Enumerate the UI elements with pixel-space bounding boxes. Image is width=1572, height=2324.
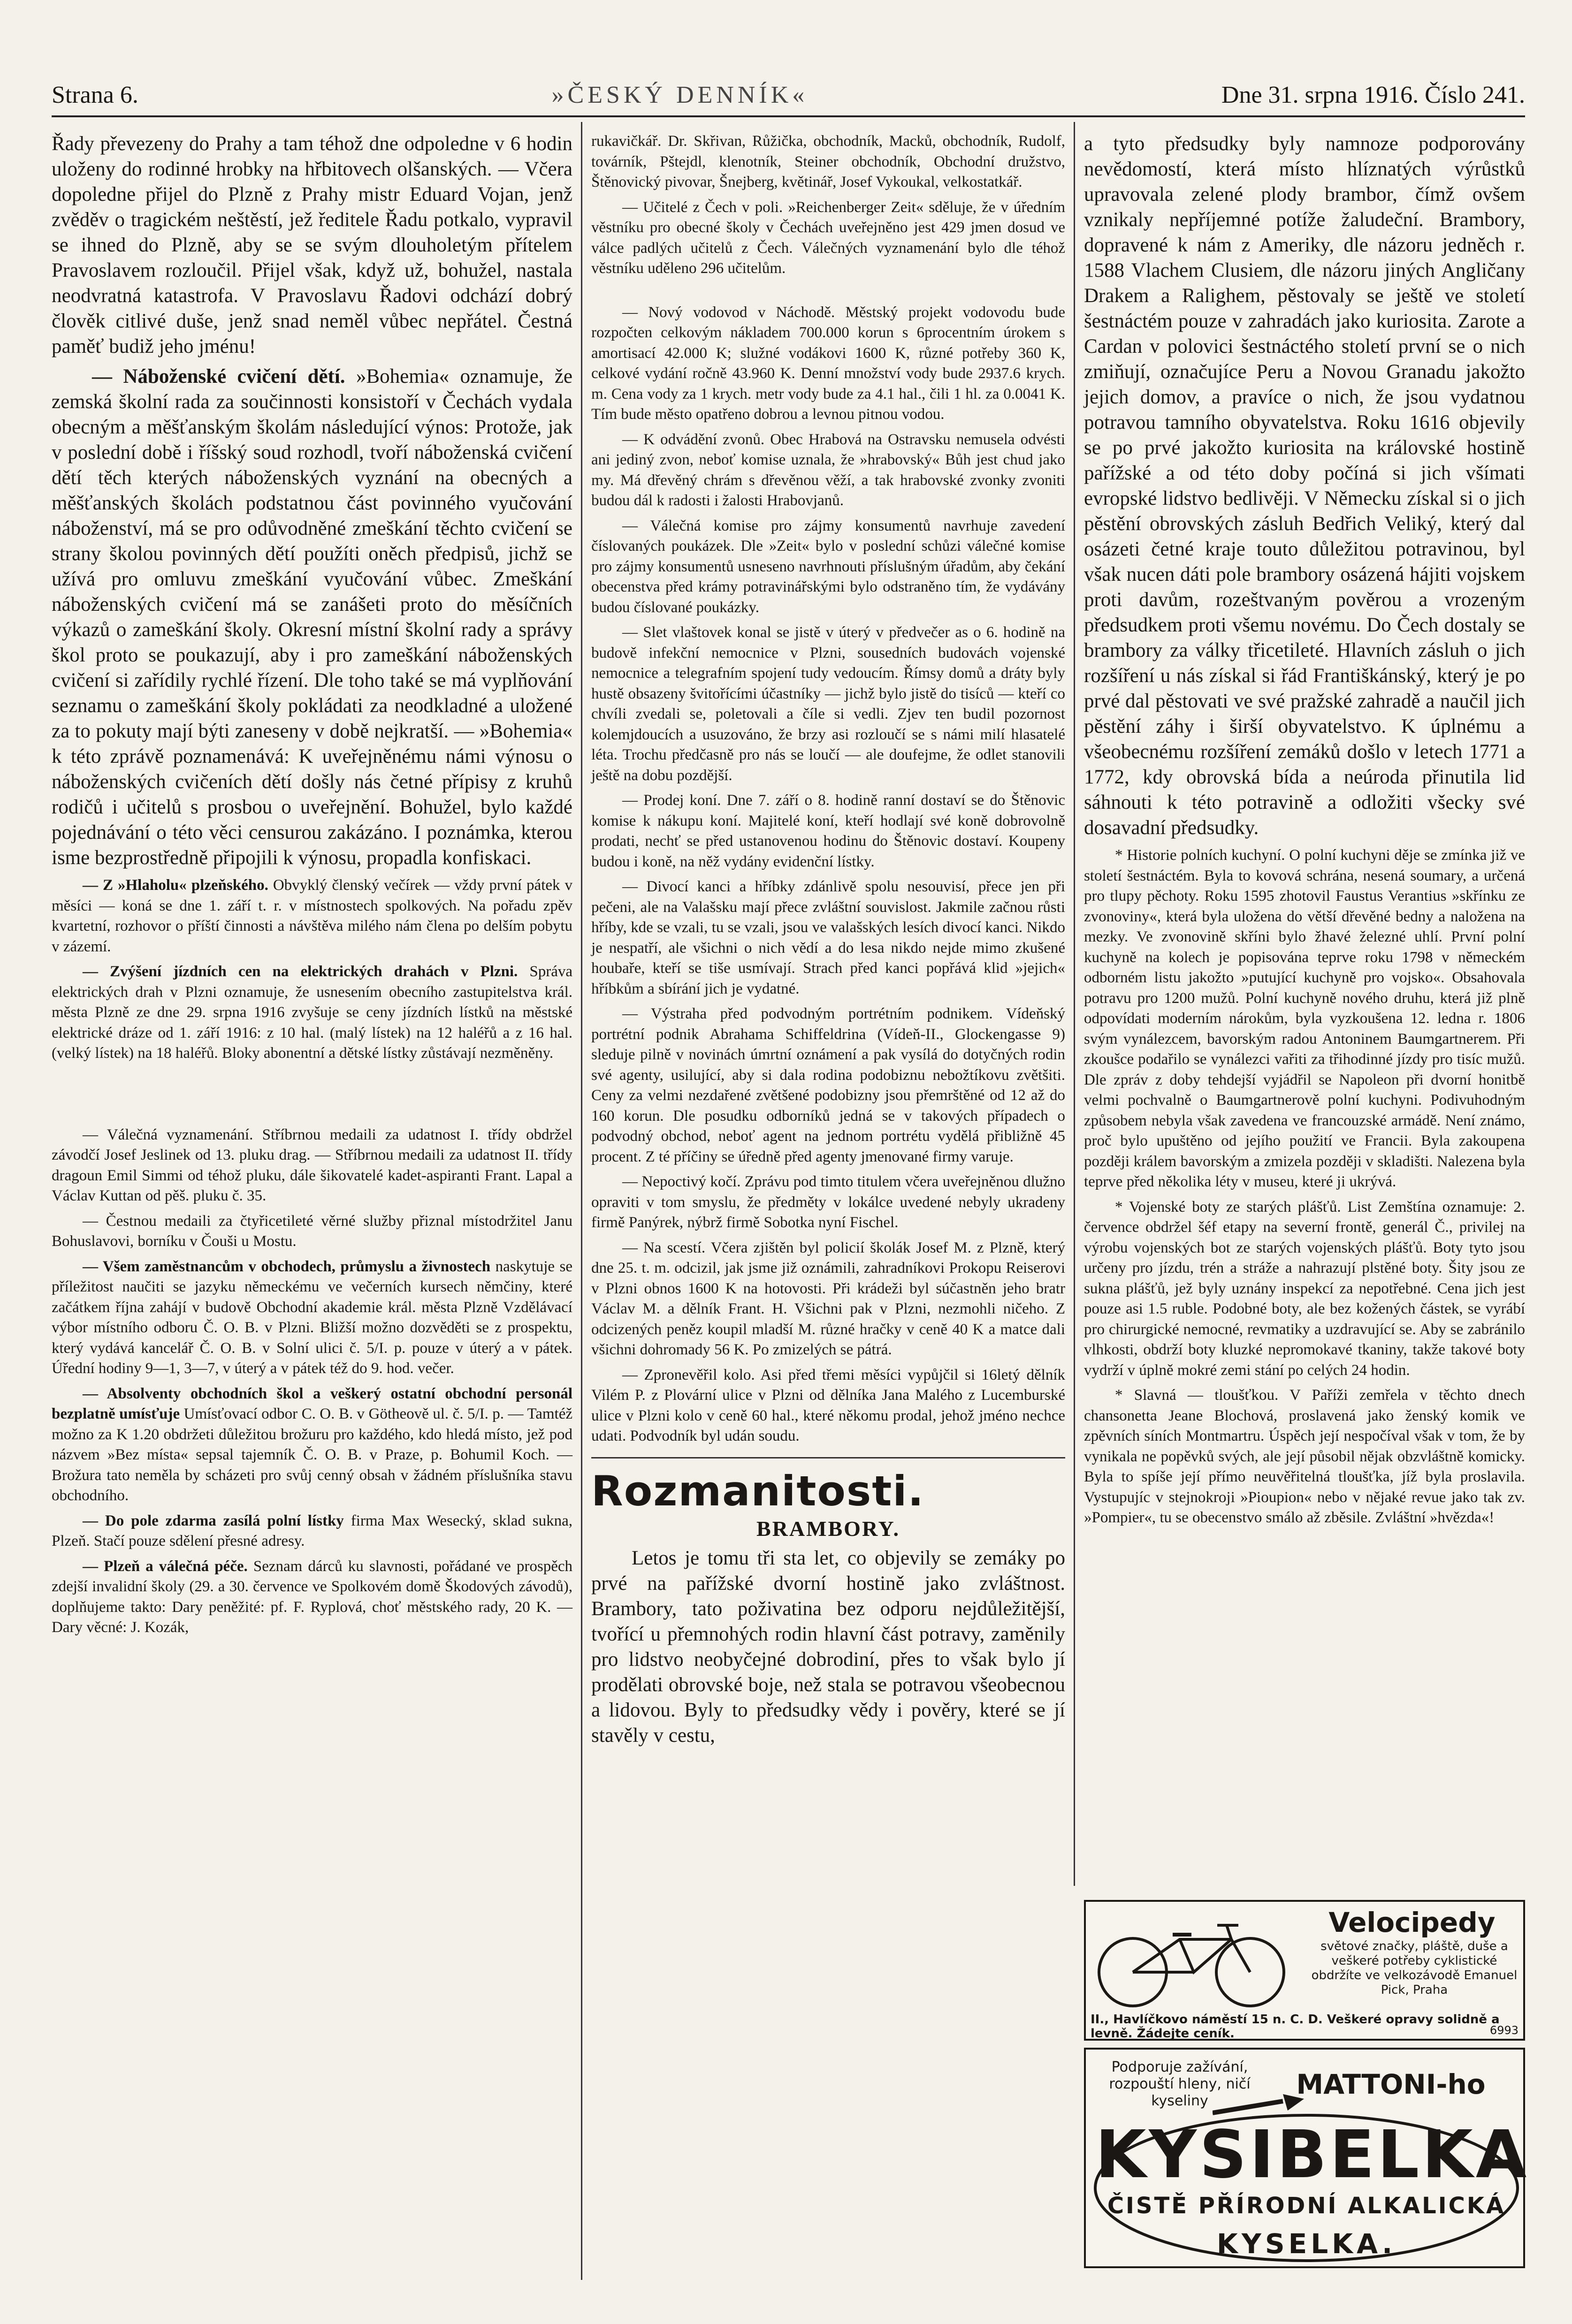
ad-product: KYSIBELKA — [1095, 2117, 1530, 2193]
article-title: — Náboženské cvičení dětí. — [92, 365, 345, 387]
article-text: Správa elektrických drah v Plzni oznamuje, že usnesením obecního zastupitelstva král. města Plzně ze dne 29. srpna 1916 zvyšuje se ceny jízdních lístků na městské elektrické dráze od 1. září 1916: z 10 hal. (malý lístek) na 12 haléřů a z 16 hal. (velký lístek) na 18 haléřů. Bloky abonentní a dětské lístky zůstávají nezměněny. — [52, 963, 573, 1062]
feature-text: Letos je tomu tři sta let, co objevily se zemáky po prvé na pařížské dvorní hostině jako zvláštnost. Brambory, tato poživatina bez odporu nejdůležitější, tvořící u přemnohých rodin hlavní část potravy, zaměnily pro lidstvo neobyčejné dobrodiní, přes to však bylo jí prodělati obrovské boje, než stala se potravou všeobecnou a lidovou. Byly to předsudky vědy i pověry, které se jí stavěly v cestu, — [591, 1547, 1065, 1747]
article-text: Umísťovací odbor C. O. B. v Götheově ul. č. 5/I. p. — Tamtéž možno za K 1.20 obdržeti důležitou brožuru pro každého, kdo hledá místo, jež pod názvem »Bez místa« sepsal tajemník Č. O. B. v Praze, p. Bohumil Koch. — Brožura tato neměla by scházeti pro svůj cenný obsah v žádném příslušníka stavu obchodního. — [52, 1405, 573, 1504]
column-2 — [591, 131, 1065, 1748]
article-coachman: — Nepoctivý kočí. Zprávu pod timto titulem včera uveřejněnou dlužno opraviti v tom smyslu, že předměty v lokálce uvedené nebyly ukradeny firmě Panýrek, nýbrž firmě Sobotka nyní Fischel. — [591, 1173, 1065, 1231]
article-hlahol — [52, 875, 572, 957]
article-horses: — Prodej koní. Dne 7. září o 8. hodině ranní dostaví se do Štěnovic komise k nákupu koní. Majitelé koní, kteří hodlají své koně dobrovolně prodati, nechť se před ustanovenou hodinu do Štěnovic dostaví. Koupeny budou i koně, na něž vydány evidenční lístky. — [591, 792, 1065, 870]
column-3 — [1084, 131, 1525, 1533]
article-bicycle: — Zpronevěřil kolo. Asi před třemi měsíci vypůjčil si 16letý dělník Vilém P. z Plovární ulice v Plzni od dělníka Jana Malého z Lucemburské ulice v Plzni kolo v ceně 60 hal., které někomu prodal, jehož jméno nechce udati. Podvodník byl udán soudu. — [591, 1366, 1065, 1444]
article-tram-fares — [52, 962, 572, 1064]
advertisement-kysibelka — [1084, 2048, 1530, 2268]
article-text: naskytuje se příležitost naučiti se jazyku německému ve večerních kursech němčiny, které začátkem října zahájí v budově Obchodní akademie král. města Plzně Vzdělávací výbor místního odboru Č. O. B. v Plzni. Bližší možno dozvěděti se z prospektu, který vydává kancelář Č. O. B. v Solní ulici č. 5/I. p. pouze v úterý a v pátek. Úřední hodiny 9—1, 3—7, v úterý a v pátek též do 9. hod. večer. — [52, 1258, 573, 1377]
article-german-courses — [52, 1257, 572, 1379]
advertisement-velocipedy — [1084, 1900, 1525, 2041]
article-title: — Zvýšení jízdních cen na elektrických drahách v Plzni. — [83, 963, 518, 980]
article-text: »Bohemia« oznamuje, že zemská školní rada za součinnosti konsistoří v Čechách vydala obecným a měšťanským školám následující výnos: Protože, jak v poslední době i říšský soud rozhodl, tvoří náboženská cvičení dětí těch kterých náboženských vyznání na obecných a měšťanských školách podstatnou část povinného vyučování náboženství, má se pro odůvodněné zmeškání těchto cvičení se stranу školou povinných dětí použíti oněch předpisů, jichž se užívá pro omluvu zmeškání vyučování vůbec. Zmeškání náboženských cvičení má se zanášeti proto do měsíčních výkazů o zameškání školy. Okresní místní školní rady a správy škol proto se poukazují, aby i pro zameškání náboženských cvičení si zařídily rychlé řízení. Dle toho také se má vyplňování seznamu o zameškání školy pokládati za neodkladné a uložené za to pokuty mají býti zaneseny v době nejkratší. — »Bohemia« k této zprávě poznamenává: K uveřejněnému námi výnosu o náboženských cvičeních dětí došly nás četné přípisy z kruhů rodičů i učitelů s prosbou o uveřejnění. Bohužel, bylo každé pojednávání o této věci censurou zakázáno. I poznámka, kterou isme bezprostředně připojili k výnosu, propadla konfiskaci. — [52, 365, 573, 869]
article-title: — Z »Hlaholu« plzeňského. — [83, 877, 268, 894]
ad-address: II., Havlíčkovo náměstí 15 n. C. D. Veškeré opravy solidně a levně. Žádejte ceník. — [1091, 2013, 1500, 2041]
bicycle-icon — [1091, 1916, 1297, 2010]
article-field-cards — [52, 1511, 572, 1552]
article-teachers: — Učitelé z Čech v poli. »Reichenberger Zeit« sděluje, že v úředním věstníku pro obecné školy v Čechách uveřejněno jest 429 jmen dosud ve válce padlých učitelů z Čech. Válečných vyznamenání bylo dle téhož věstníku uděleno 296 učitelům. — [591, 198, 1065, 277]
ad-title: Velocipedy — [1328, 1906, 1496, 1938]
article-title: — Všem zaměstnancům v obchodech, průmyslu a živnostech — [83, 1258, 491, 1275]
article-text: Obvyklý členský večírek — vždy první pátek v měsíci — koná se dne 1. září t. r. v místnostech spolkových. Na pořadu zpěv kvartetní, rozhovor o příští činnosti a návštěva milého nám člena po delším pobytu v zázemí. — [52, 877, 573, 955]
ad-brand: MATTONI-ho — [1296, 2068, 1486, 2100]
article-consumers: — Válečná komise pro zájmy konsumentů navrhuje zavedení číslovaných poukázek. Dle »Zeit« bylo v poslední schůzi válečné komise pro zájmy konsumentů usneseno navrhnouti příslušným úřadům, aby čekání obecenstva před krámy potravinářskými bylo odstraněno tím, že vydávány budou číslované poukázky. — [591, 517, 1065, 616]
column-divider — [581, 122, 582, 2280]
newspaper-page — [52, 66, 1530, 2289]
article-honour-medal: — Čestnou medaili za čtyřicetileté věrné služby přiznal místodržitel Janu Bohuslavovi, borníku v Čouši u Mostu. — [52, 1212, 572, 1250]
section-title: Rozmanitosti. — [591, 1466, 924, 1515]
column-1 — [52, 131, 572, 1643]
article-bells: — K odvádění zvonů. Obec Hrabová na Ostravsku nemusela odvésti ani jediný zvon, neboť komise uznala, že »hrabovský« Bůh jest chud jako my. Má dřevěný chrám s dřevěnou věží, a tak hrabovské zvonky zvoniti budou dál k radosti i žalosti Hrabovjanů. — [591, 431, 1065, 509]
article-waterworks: — Nový vodovod v Náchodě. Městský projekt vodovodu bude rozpočten celkovým nákladem 700.000 korun s 6procentním úrokem s amortisací 42.000 K; služné vodákovi 1600 K, různé potřeby 360 K, celkové vydání ročně 43.960 K. Denní množství vody bude 2937.6 krych. m. Cena vody za 1 krych. metr vody bude za 4.1 hal., čili 1 hl. za 0.0041 K. Tím bude město opatřeno dobrou a levnou pitnou vodou. — [591, 304, 1065, 423]
page-header — [52, 66, 1525, 117]
article-graduates — [52, 1384, 572, 1506]
article-army-boots: * Vojenské boty ze starých plášťů. List Zemštína oznamuje: 2. července obdržel šéf etapy na severní frontě, generál Č., privilej na výrobu vojenských bot ze starých vojenských plášťů. Boty tyto jsou určeny pro jízdu, trén a stráže a nahrazují plstěné boty. Šity jsou ze sukna plášťů, jež byly uznány inspekcí za nepotřebné. Cena jich jest pouze asi 1.5 rublе. Podobné boty, ale bez kožených částek, se vyrábí pro chirurgické nemocné, revmatiky a uzdravující se. Aby se zabránilo vlhkosti, obdrží boty kluzké nepromokavé tkaniny, takže takové boty vydrží v úplně mokré zemi stání po celých 24 hodin. — [1084, 1198, 1525, 1379]
article-text: firma Max Wesecký, sklad sukna, Plzeň. Stačí pouze sdělení přesné adresy. — [52, 1512, 573, 1549]
column-divider — [1074, 122, 1075, 1886]
article-text: Seznam dárců ku slavnosti, pořádané ve prospěch zdejší invalidní školy (29. a 30. července ve Spolkovém domě Škodových závodů), doplňujeme takto: Dary peněžité: pf. F. Ryplová, choť městského rady, 20 K. — Dary věcné: J. Kozák, — [52, 1557, 572, 1636]
page-number: Strana 6. — [52, 82, 138, 108]
article-field-kitchens: * Historie polních kuchyní. O polní kuchyni děje se zmínka již ve století šestnáctém. Byla to kovová schrána, nesená soumary, a určená pro tlupy pěchoty. Roku 1595 zhotovil Faustus Verantius »skřínku ze zvonoviny«, která byla uložena do větší dřevěné bedny a naložena na mezky. Ve zvonovině skříni bylo žhavé železné uhlí. První polní kuchyně na kolech je popisována teprve roku 1798 v německém odborném listu jakožto »putující kuchyně pro vojsko«. Obsahovala potravu pro 1200 mužů. Polní kuchyně nového druhu, která již plně odpovídati moderním nárokům, byla vyzkoušena 12. ledna r. 1806 svým vynálezcem, bavorským radou Antoninem Baumgartnerem. Při zkoušce podařilo se vynálezci vařiti za třihodinné jízdy pro tisíc mužů. Dle zpráv z doby tehdejší vyjádřil se Napoleon při dvorní honitbě velmi pochvalně o Baumgartnerově polní kuchyni. Podivuhodným způsobem nebyla však zavedena ve francouzské armádě. Není známo, proč bylo upuštěno od jejího použití ve Francii. Byla zakoupena později králem bavorským a zmizela později v skladišti. Nalezena byla teprve před několika léty v museu, které ji ukrývá. — [1084, 847, 1525, 1190]
article-swallows: — Slet vlaštovek konal se jistě v úterý v předvečer as o 6. hodině na budově infekční nemocnice v Plzni, sousedních budovách vojenské nemocnice a telegrafním spojení tudy vedoucím. Římsy domů a dráty byly hustě obsazeny švitořícími účastníky — jichž bylo jistě do tisíců — kteří co chvíli zvedali se, poletovali a číle si vedli. Zjev ten budil pozornost kolemjdoucích a usuzováno, že brzy asi rozloučí se s námi milí hlasatelé léta. Trochu předčasně pro nás se loučí — ale doufejme, že odlet stanovili ještě na dobu pozdější. — [591, 624, 1065, 784]
article-portrait-fraud: — Výstraha před podvodným portrétním podnikem. Vídeňský portrétní podnik Abrahama Schiffeldrina (Vídeň-II., Glockengasse 9) sleduje pilně v novinách úmrtní oznámení a pak vysílá do dotyčných rodin své agenty, usilující, aby si dala rodina podobiznu nebožtíkovu zvětšiti. Ceny za velmi nezdařené zvětšené podobizny jsou přemrštěné od 12 až do 160 korun. Dle posudku odborníků jedná se v takových případech o podvodný obchod, neboť agent na jednom portrétu vydělá přibližně 45 procent. Z té příčiny se úředně před agenty jmenované firmy varuje. — [591, 1005, 1065, 1165]
issue-date: Dne 31. srpna 1916. Číslo 241. — [1221, 82, 1525, 108]
article-title: — Plzeň a válečná péče. — [83, 1557, 248, 1575]
article-text: Řady převezeny do Prahy a tam téhož dne odpoledne v 6 hodin uloženy do rodinné hrobky na hřbitovech olšanských. — Včera dopoledne přijel do Plzně z Prahy mistr Eduard Vojan, jenž zvěděv o tragickém neštěstí, jež ředitele Řadu potkalo, vypravil se ihned do Plzně, aby se se svým dlouholetým přítelem Pravoslavem rozloučil. Přijel však, když už, bohužel, nastala neodvratná katastrofa. V Pravoslavu Řadovi odchází dobrý člověk citlivé duše, jenž snad neměl vůbec nepřátel. Čestná paměť budiž jeho jménu! — [52, 133, 572, 357]
feature-text-continued: a tyto předsudky byly namnoze podporovány nevědomostí, která místo hlíznatých výrůstků upravovala zelené plody brambor, čímž ovšem vznikaly nepříjemné potíže žaludeční. Brambory, dopravené k nám z Ameriky, dle názoru jedněch r. 1588 Vlachem Clusiem, dle názoru jiných Angličany Drakem a Ralighem, pěstovaly se ještě ve století šestnáctém pouze v zahradách jako kuriosita. Zarote a Cardan v polovici šestnáctého století první se o nich zmiňují, označujíce Peru a Novou Granadu jakožto jejich domov, a pravíce o nich, že jsou vydatnou potravou tamního obyvatelstva. Roku 1616 objevily se po prvé jakožto kuriosita na královské hostině pařížské a od této doby počíná si jich všímati evropské lidstvo bedlivěji. V Německu získal si o jich pěstění obrovských zásluh Bedřich Veliký, který dal osázeti četné kraje touto důležitou potravinou, byl však nucen dáti pole bramborу osázená hájiti vojskem proti davům, rozeštvaným pověrou a vrozeným předsudkem proti všemu novému. Do Čech dostaly se brambory za války třicetileté. Hlavních zásluh o jich rozšíření u nás získal si řád Františkánský, který je po prvé dal pěstovati ve své pražské zahradě a naučil jich pěstění záhy i širší obyvatelstvo. K úplnému a všeobecnému rozšíření zemáků došlo v letech 1771 a 1772, kdy obrovská bída a neúroda přinutila lid sáhnouti k této potravině a odložiti všecky své dosavadní předsudky. — [1084, 133, 1525, 839]
article-title: — Absolventy obchodních škol a veškerý ostatní obchodní personál bezplatně umísťuje — [52, 1385, 572, 1422]
article-religious-exercises — [52, 364, 572, 871]
ad-text: světové značky, pláště, duše a veškeré potřeby cyklistické obdržíte ve velkozávodě Emanuel Pick, Praha — [1311, 1939, 1518, 1997]
article-war-decorations: — Válečná vyznamenání. Stříbrnou medaili za udatnost I. třídy obdržel závodčí Josef Jeslinek od 13. pluku drag. — Stříbrnou medaili za udatnost II. třídy dragoun Emil Simmi od téhož pluku, dále šikovatelé kadet-aspiranti Frant. Lapal a Václav Kuttan od pěš. pluku č. 35. — [52, 1126, 572, 1204]
ad-tagline: ČISTĚ PŘÍRODNÍ ALKALICKÁ — [1107, 2193, 1506, 2219]
article-war-care — [52, 1557, 572, 1638]
section-divider — [591, 1457, 1065, 1458]
article-boars: — Divocí kanci a hříbky zdánlivě spolu nesouvisí, přece jen při pečeni, ale na Valašsku mají přece zvláštní souvislost. Jakmile začnou růsti hříby, kde se vzali, tu se vzali, jsou ve valašských lesích divocí kanci. Nikdo je nespatří, ale všichni o nich vědí a do lesa nikdo nejde mimo zkušené houbaře, kteří se tiše usmívají. Strach před kanci popřává klid »jejich« hříbkům a sbírání jich je vydatné. — [591, 878, 1065, 997]
ad-number: 6993 — [1489, 2024, 1519, 2037]
article-title: — Do pole zdarma zasílá polní lístky — [83, 1512, 344, 1529]
ad-product-type: KYSELKA. — [1216, 2228, 1396, 2260]
article-text: rukavičkář. Dr. Skřivan, Růžička, obchodník, Macků, obchodník, Rudolf, továrník, Pštejdl, klenotník, Steiner obchodník, Obchodní družstvo, Štěnovický pivovar, Šnejberg, květinář, Josef Vykoukal, velkostatkář. — [591, 133, 1065, 190]
ad-claim: Podporuje zažívání, rozpouští hleny, ničí kyseliny — [1109, 2059, 1251, 2109]
paper-title: »ČESKÝ DENNÍK« — [551, 82, 809, 108]
article-theft: — Na scestí. Včera zjištěn byl policií školák Josef M. z Plzně, který dne 25. t. m. odcizil, jak jsme již oznámili, zahradníkovi Prokopu Reiserovi v Plzni obnos 1600 K na hotovosti. Při krádeži byl súčastněn jeho bratr Václav M. a dělník Frant. H. Všichni pak v Plzni, nezmohli ničeho. Z odcizených peněz koupil mladší M. různé hračky v ceně 40 K a matce dali všichni dohromady 56 K. Po zmizelých se pátrá. — [591, 1239, 1065, 1358]
article-famous-stoutness: * Slavná — tloušťkou. V Paříži zemřela v těchto dnech chansonetta Jeane Blochová, proslavená jako ženský komik ve zpěvních síních Montmartru. Úspěch její nespočíval však v tom, že by vynikala ne popěvků svých, ale její působil nějak obzvláštně komicky. Byla to spíše její přímo neuvěřitelná tloušťka, jíž byla proslavila. Vystupujíc v stejnokroji »Pioupion« nebo v nějaké revue jako tak zv. »Pompier«, tu se obecenstvo smálo až zběsile. Zvláštní »hvězda«! — [1084, 1387, 1525, 1526]
feature-title: BRAMBORY. — [756, 1516, 900, 1541]
